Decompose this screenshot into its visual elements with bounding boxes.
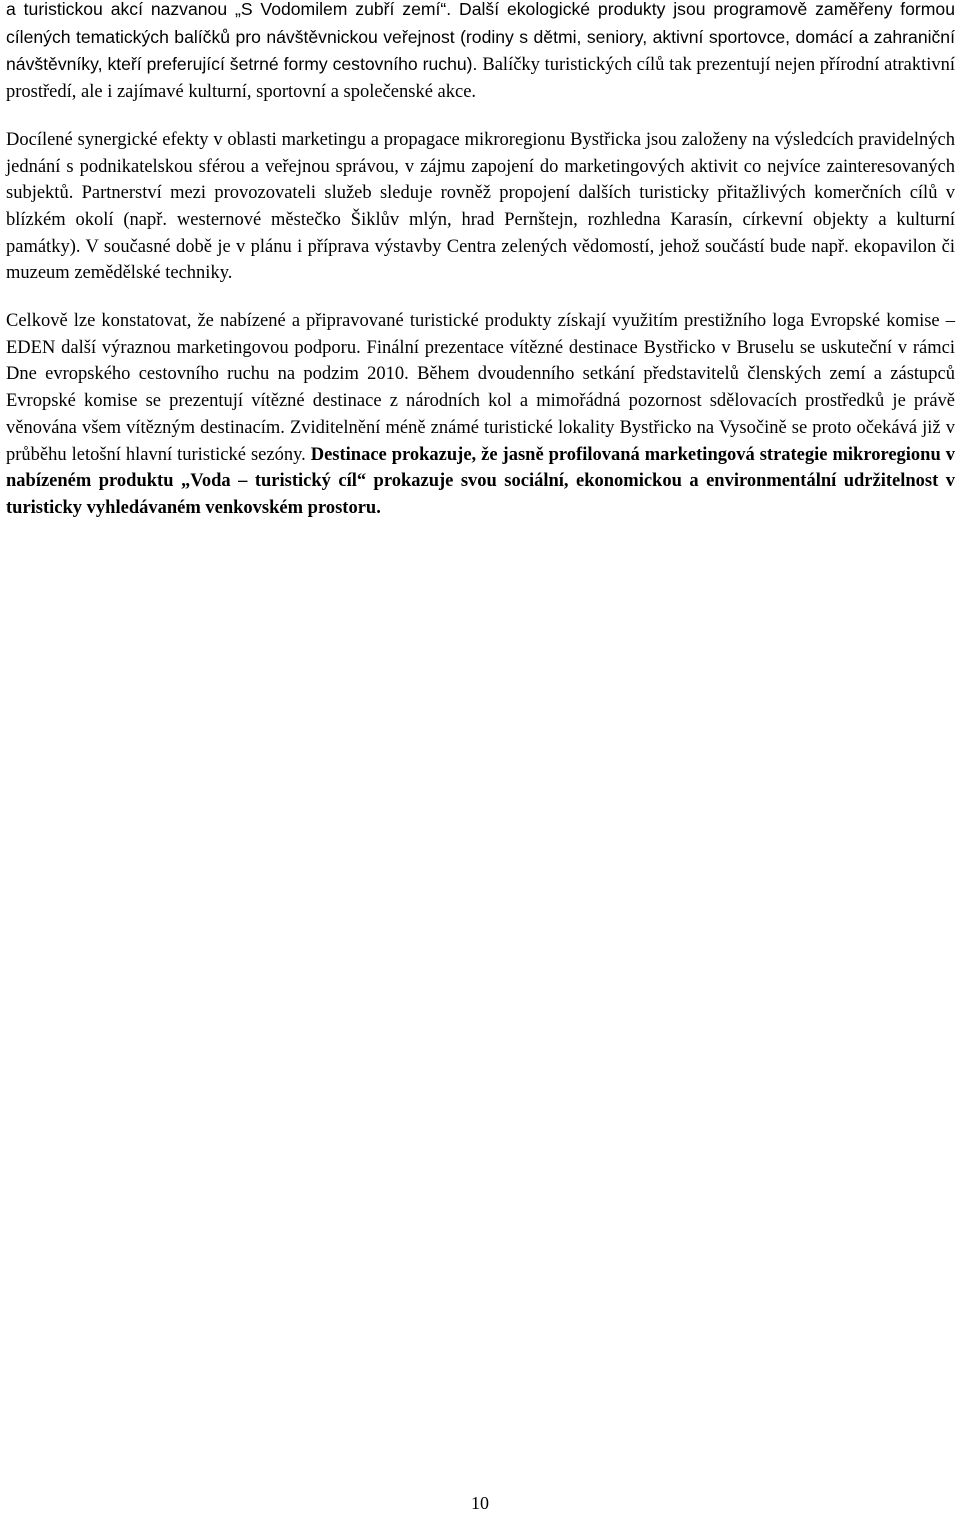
paragraph-3-bold-text: Destinace prokazuje, že jasně profilovaná marketingová strategie mikroregionu v nabízeném produktu „Voda – turistický cíl“ prokazuje svou sociální, ekonomickou a environmentální udržitelnost v turisticky vyhledávaném venkovském prostoru. (6, 444, 955, 518)
paragraph-1-sans-text: a turistickou akcí nazvanou „S Vodomilem zubří zemí“. Další ekologické produkty jsou programově zaměřeny formou cílených tematických balíčků pro návštěvnickou veřejnost (rodiny s dětmi, seniory, aktivní sportovce, domácí a zahraniční návštěvníky, kteří preferující šetrné formy cestovního ruchu). (6, 0, 955, 75)
document-page (6, 0, 955, 522)
paragraph-3 (6, 308, 955, 522)
paragraph-1-serif-text: Balíčky turistických cílů tak prezentují nejen přírodní atraktivní prostředí, ale i zajímavé kulturní, sportovní a společenské akce. (6, 55, 955, 103)
paragraph-1 (6, 0, 955, 106)
paragraph-3-regular-text: Celkově lze konstatovat, že nabízené a připravované turistické produkty získají využitím prestižního loga Evropské komise – EDEN další výraznou marketingovou podporu. Finální prezentace vítězné destinace Bystřicko v Bruselu se uskuteční v rámci Dne evropského cestovního ruchu na podzim 2010. Během dvoudenního setkání představitelů členských zemí a zástupců Evropské komise se prezentují vítězné destinace z národních kol a mimořádná pozornost sdělovacích prostředků je právě věnována všem vítězným destinacím. Zviditelnění méně známé turistické lokality Bystřicko na Vysočině se proto očekává již v průběhu letošní hlavní turistické sezóny. (6, 311, 955, 465)
paragraph-2: Docílené synergické efekty v oblasti marketingu a propagace mikroregionu Bystřicka jsou založeny na výsledcích pravidelných jednání s podnikatelskou sférou a veřejnou správou, v zájmu zapojení do marketingových aktivit co nejvíce zainteresovaných subjektů. Partnerství mezi provozovateli služeb sleduje rovněž propojení dalších turisticky přitažlivých komerčních cílů v blízkém okolí (např. westernové městečko Šiklův mlýn, hrad Pernštejn, rozhledna Karasín, církevní objekty a kulturní památky). V současné době je v plánu i příprava výstavby Centra zelených vědomostí, jehož součástí bude např. ekopavilon či muzeum zemědělské techniky. (6, 129, 955, 284)
page-number: 10 (471, 1493, 489, 1513)
